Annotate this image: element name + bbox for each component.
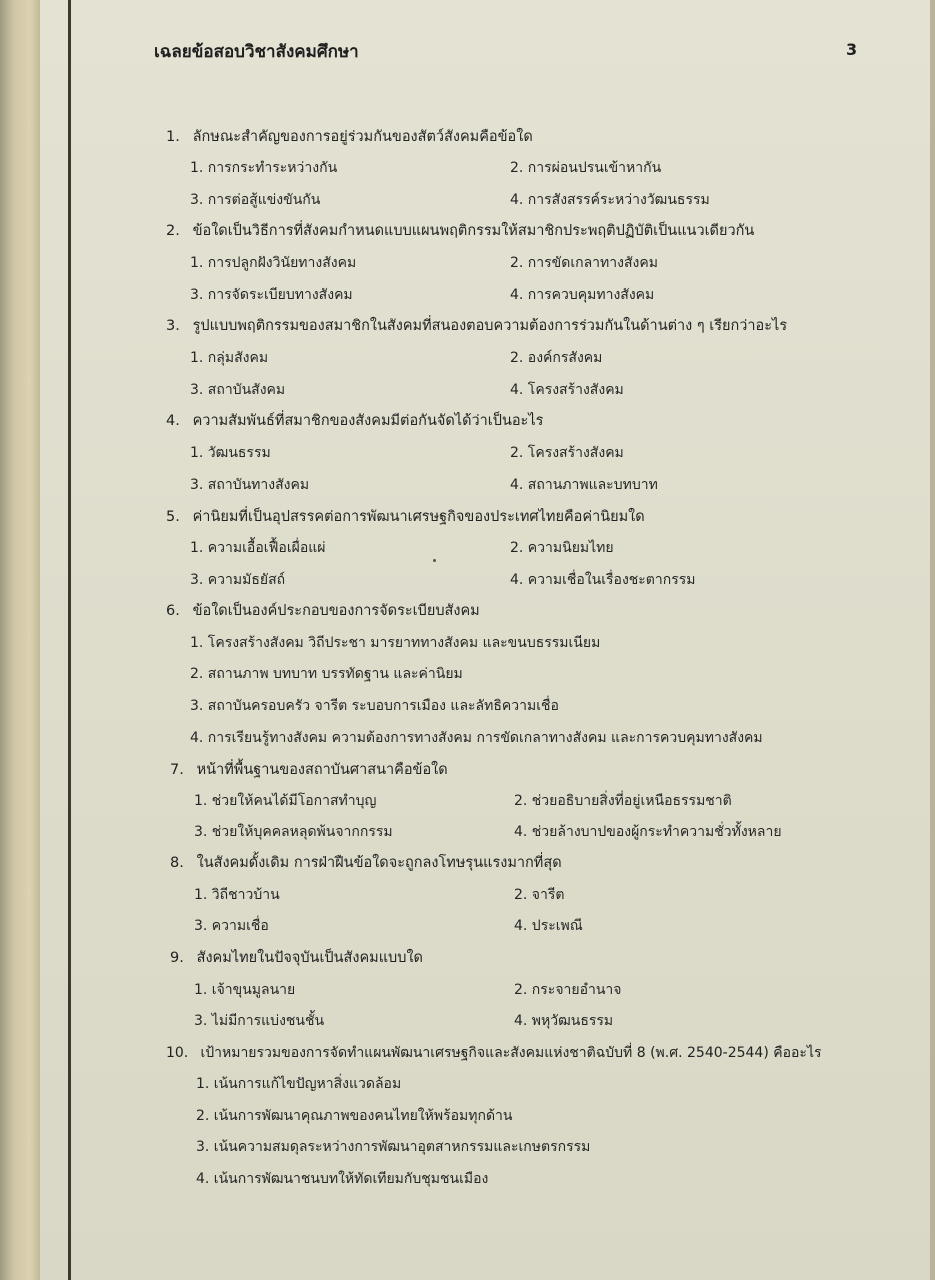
option: 1. โครงสร้างสังคม วิถีประชา มารยาททางสังคม และขนบธรรมเนียม bbox=[190, 635, 601, 651]
question-text: ความสัมพันธ์ที่สมาชิกของสังคมมีต่อกันจัดได้ว่าเป็นอะไร bbox=[192, 413, 544, 429]
question-4 bbox=[166, 411, 866, 431]
question-6 bbox=[166, 601, 866, 621]
option: 4. พหุวัฒนธรรม bbox=[514, 1013, 614, 1029]
option: 2. จารีต bbox=[514, 887, 565, 903]
option: 4. สถานภาพและบทบาท bbox=[510, 477, 658, 493]
question-text: ข้อใดเป็นองค์ประกอบของการจัดระเบียบสังคม bbox=[192, 603, 480, 619]
option: 2. การผ่อนปรนเข้าหากัน bbox=[510, 160, 662, 176]
question-number: 1. bbox=[166, 129, 180, 145]
question-text: ข้อใดเป็นวิธีการที่สังคมกำหนดแบบแผนพฤติกรรมให้สมาชิกประพฤติปฏิบัติเป็นแนวเดียวกัน bbox=[192, 223, 755, 239]
question-number: 9. bbox=[170, 950, 184, 966]
option: 4. ความเชื่อในเรื่องชะตากรรม bbox=[510, 572, 696, 588]
option: 3. ช่วยให้บุคคลหลุดพ้นจากกรรม bbox=[194, 824, 393, 840]
question-8 bbox=[170, 853, 870, 873]
option: 3. สถาบันสังคม bbox=[190, 382, 286, 398]
option: 1. ความเอื้อเฟื้อเผื่อแผ่ bbox=[190, 540, 326, 556]
option: 2. ความนิยมไทย bbox=[510, 540, 614, 556]
page-number: 3 bbox=[846, 40, 858, 59]
question-1 bbox=[166, 127, 866, 147]
option: 2. สถานภาพ บทบาท บรรทัดฐาน และค่านิยม bbox=[190, 666, 463, 682]
question-5 bbox=[166, 507, 866, 527]
option: 4. การควบคุมทางสังคม bbox=[510, 287, 655, 303]
question-text: ในสังคมดั้งเดิม การฝ่าฝืนข้อใดจะถูกลงโทษรุนแรงมากที่สุด bbox=[196, 855, 562, 871]
option: 4. การสังสรรค์ระหว่างวัฒนธรรม bbox=[510, 192, 710, 208]
question-text: ค่านิยมที่เป็นอุปสรรคต่อการพัฒนาเศรษฐกิจของประเทศไทยคือค่านิยมใด bbox=[192, 509, 645, 525]
option: 1. การกระทำระหว่างกัน bbox=[190, 160, 338, 176]
question-9 bbox=[170, 948, 870, 968]
option: 2. การขัดเกลาทางสังคม bbox=[510, 255, 658, 271]
question-number: 3. bbox=[166, 318, 180, 334]
option: 3. การจัดระเบียบทางสังคม bbox=[190, 287, 353, 303]
question-number: 5. bbox=[166, 509, 180, 525]
option: 3. ความเชื่อ bbox=[194, 918, 269, 934]
option: 3. การต่อสู้แข่งขันกัน bbox=[190, 192, 321, 208]
question-number: 6. bbox=[166, 603, 180, 619]
page-title: เฉลยข้อสอบวิชาสังคมศึกษา bbox=[154, 42, 359, 62]
question-text: สังคมไทยในปัจจุบันเป็นสังคมแบบใด bbox=[196, 950, 423, 966]
option: 1. วิถีชาวบ้าน bbox=[194, 887, 280, 903]
option: 4. โครงสร้างสังคม bbox=[510, 382, 624, 398]
question-text: ลักษณะสำคัญของการอยู่ร่วมกันของสัตว์สังคมคือข้อใด bbox=[192, 129, 533, 145]
ink-speck bbox=[433, 559, 436, 562]
option: 1. เน้นการแก้ไขปัญหาสิ่งแวดล้อม bbox=[196, 1076, 402, 1092]
option: 4. ประเพณี bbox=[514, 918, 583, 934]
question-text: หน้าที่พื้นฐานของสถาบันศาสนาคือข้อใด bbox=[196, 762, 448, 778]
option: 4. การเรียนรู้ทางสังคม ความต้องการทางสังคม การขัดเกลาทางสังคม และการควบคุมทางสังคม bbox=[190, 730, 763, 746]
option: 2. ช่วยอธิบายสิ่งที่อยู่เหนือธรรมชาติ bbox=[514, 793, 732, 809]
option: 2. องค์กรสังคม bbox=[510, 350, 603, 366]
question-3 bbox=[166, 316, 866, 336]
question-number: 8. bbox=[170, 855, 184, 871]
question-number: 4. bbox=[166, 413, 180, 429]
question-10 bbox=[166, 1043, 866, 1063]
option: 2. โครงสร้างสังคม bbox=[510, 445, 624, 461]
option: 1. เจ้าขุนมูลนาย bbox=[194, 982, 296, 998]
option: 4. ช่วยล้างบาปของผู้กระทำความชั่วทั้งหลาย bbox=[514, 824, 782, 840]
option: 3. สถาบันทางสังคม bbox=[190, 477, 310, 493]
option: 2. กระจายอำนาจ bbox=[514, 982, 622, 998]
option: 1. การปลูกฝังวินัยทางสังคม bbox=[190, 255, 357, 271]
question-text: เป้าหมายรวมของการจัดทำแผนพัฒนาเศรษฐกิจและสังคมแห่งชาติฉบับที่ 8 (พ.ศ. 2540-2544) คืออะไร bbox=[200, 1045, 822, 1061]
option: 1. ช่วยให้คนได้มีโอกาสทำบุญ bbox=[194, 793, 377, 809]
option: 3. เน้นความสมดุลระหว่างการพัฒนาอุตสาหกรรมและเกษตรกรรม bbox=[196, 1139, 591, 1155]
option: 4. เน้นการพัฒนาชนบทให้ทัดเทียมกับชุมชนเมือง bbox=[196, 1171, 489, 1187]
question-number: 10. bbox=[166, 1045, 189, 1061]
option: 3. สถาบันครอบครัว จารีต ระบอบการเมือง และลัทธิความเชื่อ bbox=[190, 698, 559, 714]
option: 3. ความมัธยัสถ์ bbox=[190, 572, 286, 588]
option: 2. เน้นการพัฒนาคุณภาพของคนไทยให้พร้อมทุกด้าน bbox=[196, 1108, 513, 1124]
question-2 bbox=[166, 221, 866, 241]
question-number: 2. bbox=[166, 223, 180, 239]
option: 3. ไม่มีการแบ่งชนชั้น bbox=[194, 1013, 325, 1029]
question-number: 7. bbox=[170, 762, 184, 778]
margin-rule bbox=[68, 0, 71, 1280]
option: 1. วัฒนธรรม bbox=[190, 445, 271, 461]
question-text: รูปแบบพฤติกรรมของสมาชิกในสังคมที่สนองตอบความต้องการร่วมกันในด้านต่าง ๆ เรียกว่าอะไร bbox=[192, 318, 788, 334]
question-7 bbox=[170, 760, 870, 780]
option: 1. กลุ่มสังคม bbox=[190, 350, 269, 366]
